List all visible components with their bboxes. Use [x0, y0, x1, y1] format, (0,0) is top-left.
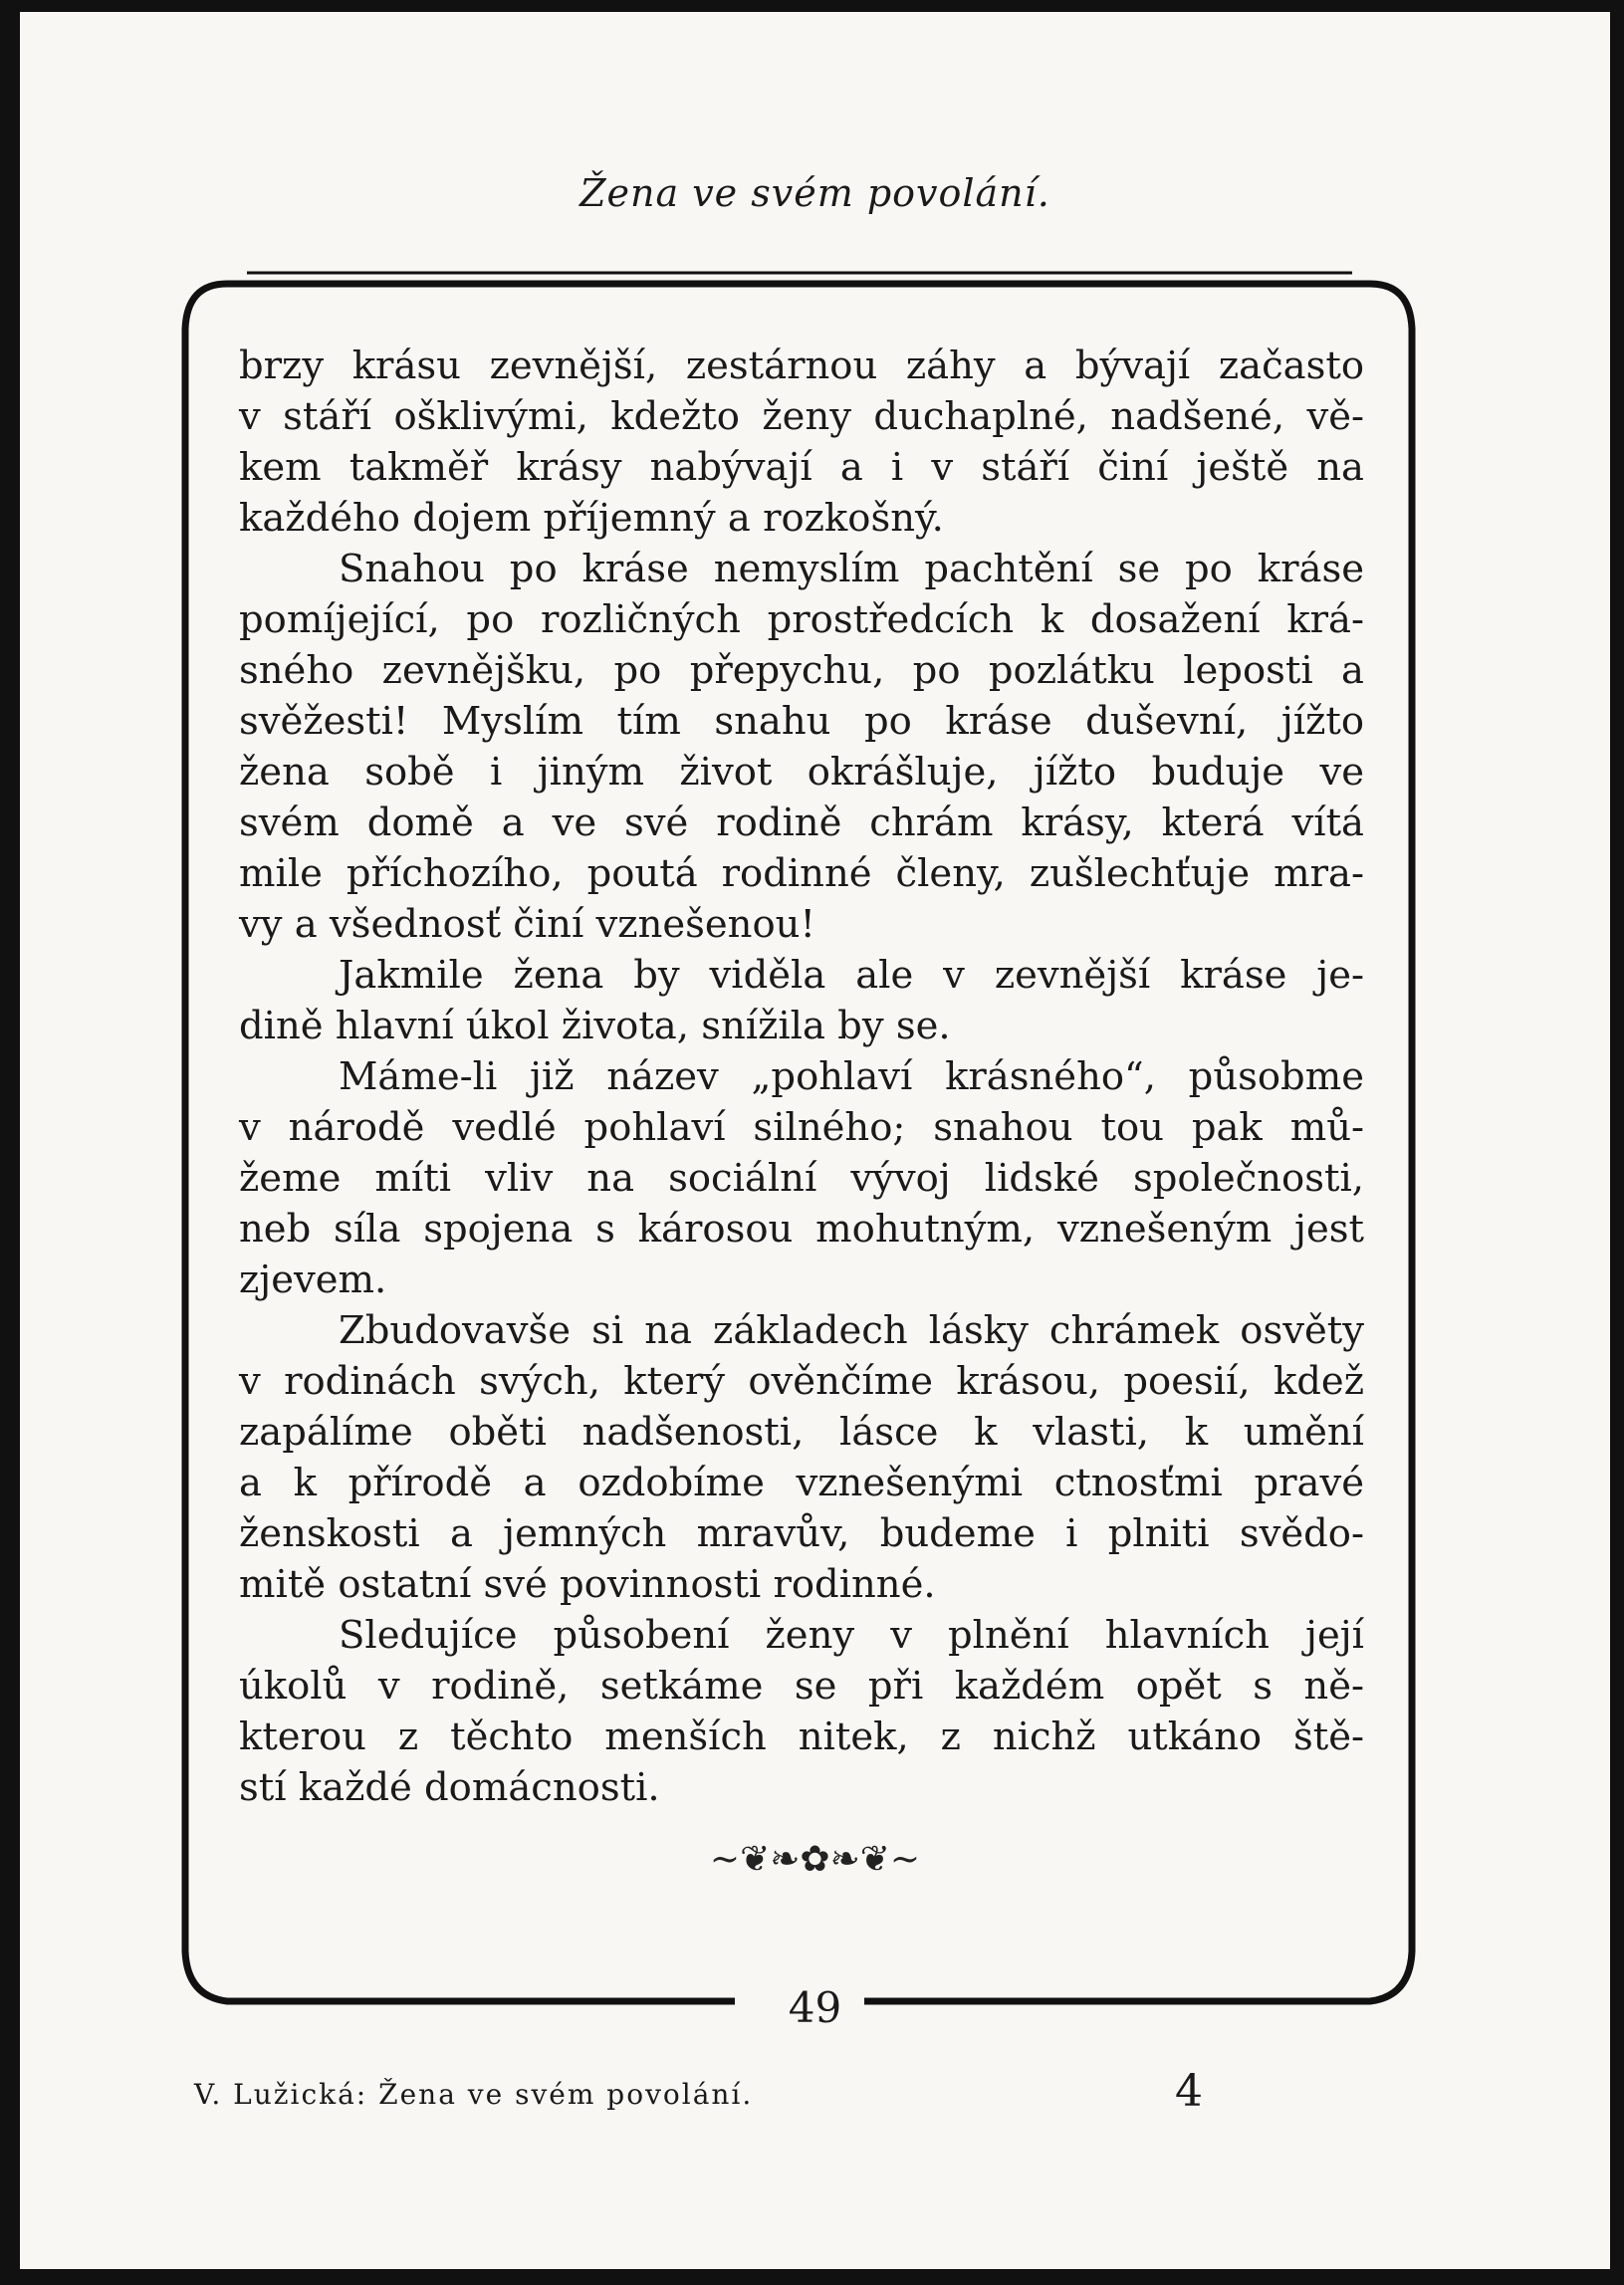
- book-page: [20, 12, 1610, 2269]
- text-line: úkolů v rodině, setkáme se při každém opět s ně-: [239, 1664, 1364, 1709]
- signature-mark: V. Lužická: Žena ve svém povolání.: [194, 2078, 754, 2111]
- text-line: sného zevnějšku, po přepychu, po pozlátku leposti a: [239, 648, 1364, 693]
- ornament-vignette: ~❦❧✿❧❦~: [709, 1839, 921, 1880]
- text-line: v stáří ošklivými, kdežto ženy duchaplné, nadšené, vě-: [239, 394, 1364, 439]
- text-line: žeme míti vliv na sociální vývoj lidské společnosti,: [239, 1156, 1364, 1201]
- sheet-number: 4: [1175, 2066, 1203, 2117]
- text-line: brzy krásu zevnější, zestárnou záhy a bývají začasto: [239, 343, 1364, 388]
- text-line: žena sobě i jiným život okrášluje, jížto buduje ve: [239, 750, 1364, 795]
- text-line: Sledujíce působení ženy v plnění hlavních její: [339, 1613, 1364, 1658]
- text-line: ženskosti a jemných mravův, budeme i plniti svědo-: [239, 1511, 1364, 1556]
- text-line: kterou z těchto menších nitek, z nichž utkáno ště-: [239, 1714, 1364, 1759]
- scan-edge-top: [0, 0, 1624, 12]
- text-line: a k přírodě a ozdobíme vznešenými ctnosťmi pravé: [239, 1461, 1364, 1505]
- text-line: Máme-li již název „pohlaví krásného“, působme: [339, 1054, 1364, 1099]
- text-line: zjevem.: [239, 1257, 387, 1302]
- text-line: stí každé domácnosti.: [239, 1765, 660, 1810]
- text-line: v rodinách svých, který ověnčíme krásou, poesií, kdež: [239, 1359, 1364, 1404]
- text-line: svém domě a ve své rodině chrám krásy, která vítá: [239, 800, 1364, 845]
- scan-edge-right: [1610, 0, 1624, 2285]
- text-line: pomíjející, po rozličných prostředcích k dosažení krá-: [239, 597, 1364, 642]
- text-line: zapálíme oběti nadšenosti, lásce k vlasti, k umění: [239, 1410, 1364, 1455]
- text-line: mitě ostatní své povinnosti rodinné.: [239, 1562, 936, 1607]
- scan-edge-bottom: [0, 2269, 1624, 2285]
- text-line: Zbudovavše si na základech lásky chrámek osvěty: [339, 1308, 1364, 1353]
- text-line: dině hlavní úkol života, snížila by se.: [239, 1004, 951, 1048]
- text-line: Jakmile žena by viděla ale v zevnější kráse je-: [339, 953, 1364, 998]
- text-line: každého dojem příjemný a rozkošný.: [239, 496, 944, 541]
- text-line: mile příchozího, poutá rodinné členy, zušlechťuje mra-: [239, 851, 1364, 896]
- text-line: v národě vedlé pohlaví silného; snahou tou pak mů-: [239, 1105, 1364, 1150]
- running-head: Žena ve svém povolání.: [580, 171, 1050, 215]
- text-line: neb síla spojena s károsou mohutným, vznešeným jest: [239, 1207, 1364, 1252]
- scan-edge-left: [0, 0, 20, 2285]
- text-line: vy a všednosť činí vznešenou!: [239, 902, 815, 947]
- body-text: [239, 341, 1364, 1813]
- text-line: svěžesti! Myslím tím snahu po kráse duševní, jížto: [239, 699, 1364, 744]
- text-line: kem takměř krásy nabývají a i v stáří činí ještě na: [239, 445, 1364, 490]
- text-line: Snahou po kráse nemyslím pachtění se po kráse: [339, 547, 1364, 591]
- page-number: 49: [788, 1983, 842, 2032]
